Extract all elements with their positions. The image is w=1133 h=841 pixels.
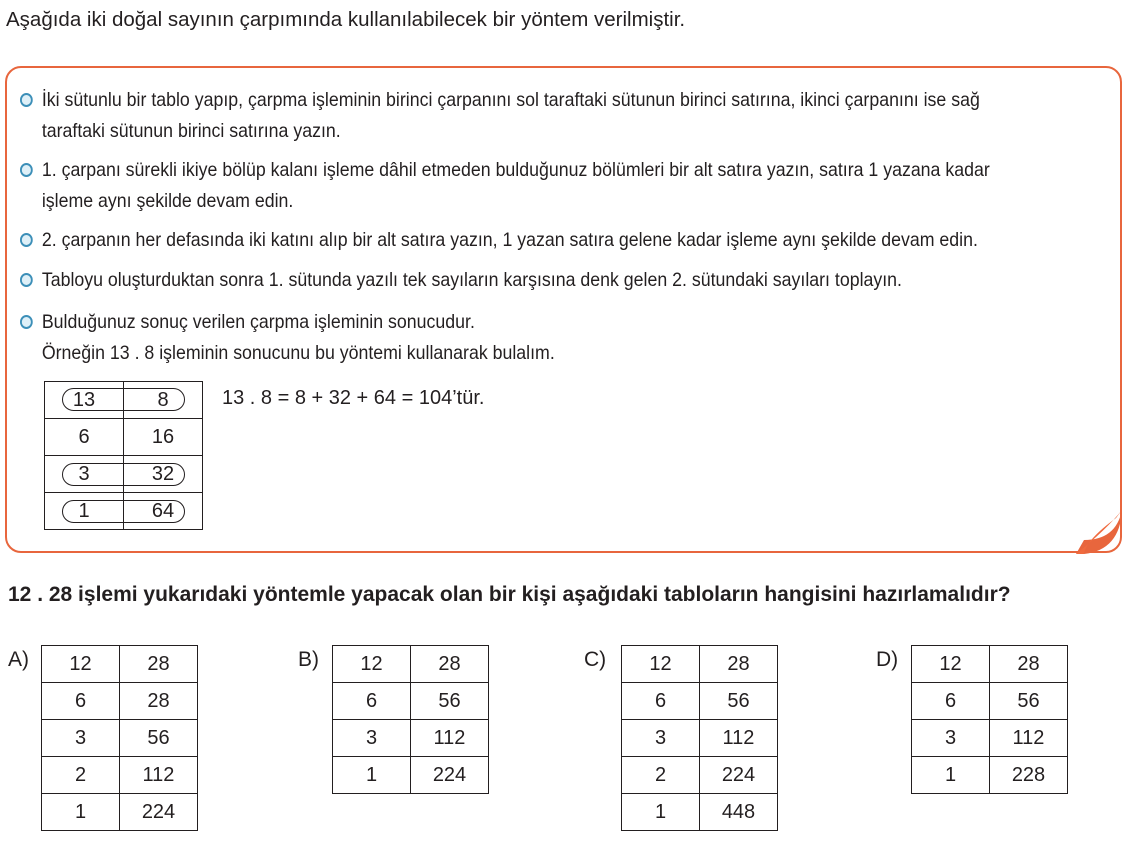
table-cell: 6 bbox=[622, 683, 700, 720]
table-cell: 16 bbox=[124, 419, 203, 456]
method-step-5: Bulduğunuz sonuç verilen çarpma işleminin sonucudur. Örneğin 13 . 8 işleminin sonucunu bu yöntemi kullanarak bulalım. bbox=[20, 307, 1003, 369]
table-cell: 1 bbox=[912, 757, 990, 794]
bullet-icon bbox=[20, 233, 33, 247]
table-cell: 28 bbox=[120, 646, 198, 683]
table-row bbox=[622, 646, 778, 683]
table-row bbox=[912, 683, 1068, 720]
table-row bbox=[622, 683, 778, 720]
table-cell: 56 bbox=[411, 683, 489, 720]
table-cell: 56 bbox=[700, 683, 778, 720]
intro-text: Aşağıda iki doğal sayının çarpımında kullanılabilecek bir yöntem verilmiştir. bbox=[6, 8, 686, 31]
table-row bbox=[42, 646, 198, 683]
table-cell: 3 bbox=[622, 720, 700, 757]
table-row bbox=[42, 757, 198, 794]
table-cell: 32 bbox=[124, 456, 203, 493]
table-row bbox=[42, 683, 198, 720]
table-cell: 2 bbox=[622, 757, 700, 794]
table-cell: 6 bbox=[45, 419, 124, 456]
method-step-1: İki sütunlu bir tablo yapıp, çarpma işleminin birinci çarpanını sol taraftaki sütunun birinci satırına, ikinci çarpanını ise sağ taraftaki sütunun birinci satırına yazın. bbox=[20, 85, 1003, 147]
table-cell: 3 bbox=[912, 720, 990, 757]
bullet-icon bbox=[20, 315, 33, 329]
table-cell: 224 bbox=[120, 794, 198, 831]
table-cell: 112 bbox=[120, 757, 198, 794]
table-cell: 64 bbox=[124, 493, 203, 530]
table-row bbox=[45, 419, 203, 456]
table-row bbox=[912, 757, 1068, 794]
odd-row-circle bbox=[62, 388, 185, 411]
table-cell: 224 bbox=[700, 757, 778, 794]
option-table[interactable] bbox=[621, 645, 778, 831]
option-table[interactable] bbox=[332, 645, 489, 794]
table-row bbox=[333, 757, 489, 794]
table-cell: 112 bbox=[990, 720, 1068, 757]
table-row bbox=[622, 757, 778, 794]
table-cell: 3 bbox=[333, 720, 411, 757]
example-result: 13 . 8 = 8 + 32 + 64 = 104’tür. bbox=[222, 387, 485, 409]
table-cell: 6 bbox=[42, 683, 120, 720]
table-cell: 13 bbox=[45, 382, 124, 419]
question-text: 12 . 28 işlemi yukarıdaki yöntemle yapacak olan bir kişi aşağıdaki tabloların hangisini hazırlamalıdır? bbox=[8, 583, 1011, 606]
table-cell: 448 bbox=[700, 794, 778, 831]
table-cell: 28 bbox=[990, 646, 1068, 683]
option-label[interactable]: C) bbox=[584, 648, 607, 671]
table-cell: 56 bbox=[990, 683, 1068, 720]
table-row bbox=[333, 720, 489, 757]
bullet-icon bbox=[20, 93, 33, 107]
table-cell: 112 bbox=[411, 720, 489, 757]
table-row bbox=[42, 794, 198, 831]
table-row bbox=[333, 683, 489, 720]
table-cell: 1 bbox=[333, 757, 411, 794]
table-cell: 56 bbox=[120, 720, 198, 757]
table-cell: 12 bbox=[42, 646, 120, 683]
table-cell: 1 bbox=[45, 493, 124, 530]
table-row bbox=[42, 720, 198, 757]
table-cell: 1 bbox=[622, 794, 700, 831]
table-row bbox=[912, 720, 1068, 757]
table-cell: 6 bbox=[912, 683, 990, 720]
table-cell: 12 bbox=[622, 646, 700, 683]
table-cell: 12 bbox=[333, 646, 411, 683]
option-label[interactable]: B) bbox=[298, 648, 319, 671]
method-step-4: Tabloyu oluşturduktan sonra 1. sütunda yazılı tek sayıların karşısına denk gelen 2. sütundaki sayıları toplayın. bbox=[20, 265, 1003, 296]
table-row bbox=[333, 646, 489, 683]
table-cell: 3 bbox=[45, 456, 124, 493]
method-step-3: 2. çarpanın her defasında iki katını alıp bir alt satıra yazın, 1 yazan satıra gelene kadar işleme aynı şekilde devam edin. bbox=[20, 225, 1003, 256]
table-row bbox=[622, 794, 778, 831]
table-cell: 3 bbox=[42, 720, 120, 757]
table-row bbox=[622, 720, 778, 757]
table-cell: 2 bbox=[42, 757, 120, 794]
odd-row-circle bbox=[62, 463, 185, 486]
table-cell: 28 bbox=[120, 683, 198, 720]
table-cell: 6 bbox=[333, 683, 411, 720]
table-cell: 28 bbox=[700, 646, 778, 683]
bullet-icon bbox=[20, 163, 33, 177]
table-row bbox=[912, 646, 1068, 683]
option-table[interactable] bbox=[911, 645, 1068, 794]
table-cell: 112 bbox=[700, 720, 778, 757]
table-cell: 8 bbox=[124, 382, 203, 419]
folded-corner-icon bbox=[1076, 510, 1122, 554]
option-label[interactable]: D) bbox=[876, 648, 899, 671]
odd-row-circle bbox=[62, 500, 185, 523]
option-label[interactable]: A) bbox=[8, 648, 29, 671]
table-cell: 224 bbox=[411, 757, 489, 794]
table-cell: 28 bbox=[411, 646, 489, 683]
table-cell: 228 bbox=[990, 757, 1068, 794]
method-step-2: 1. çarpanı sürekli ikiye bölüp kalanı işleme dâhil etmeden bulduğunuz bölümleri bir alt satıra yazın, satıra 1 yazana kadar işleme aynı şekilde devam edin. bbox=[20, 155, 1003, 217]
table-cell: 1 bbox=[42, 794, 120, 831]
bullet-icon bbox=[20, 273, 33, 287]
example-intro: Örneğin 13 . 8 işleminin sonucunu bu yöntemi kullanarak bulalım. bbox=[41, 342, 555, 364]
option-table[interactable] bbox=[41, 645, 198, 831]
table-cell: 12 bbox=[912, 646, 990, 683]
